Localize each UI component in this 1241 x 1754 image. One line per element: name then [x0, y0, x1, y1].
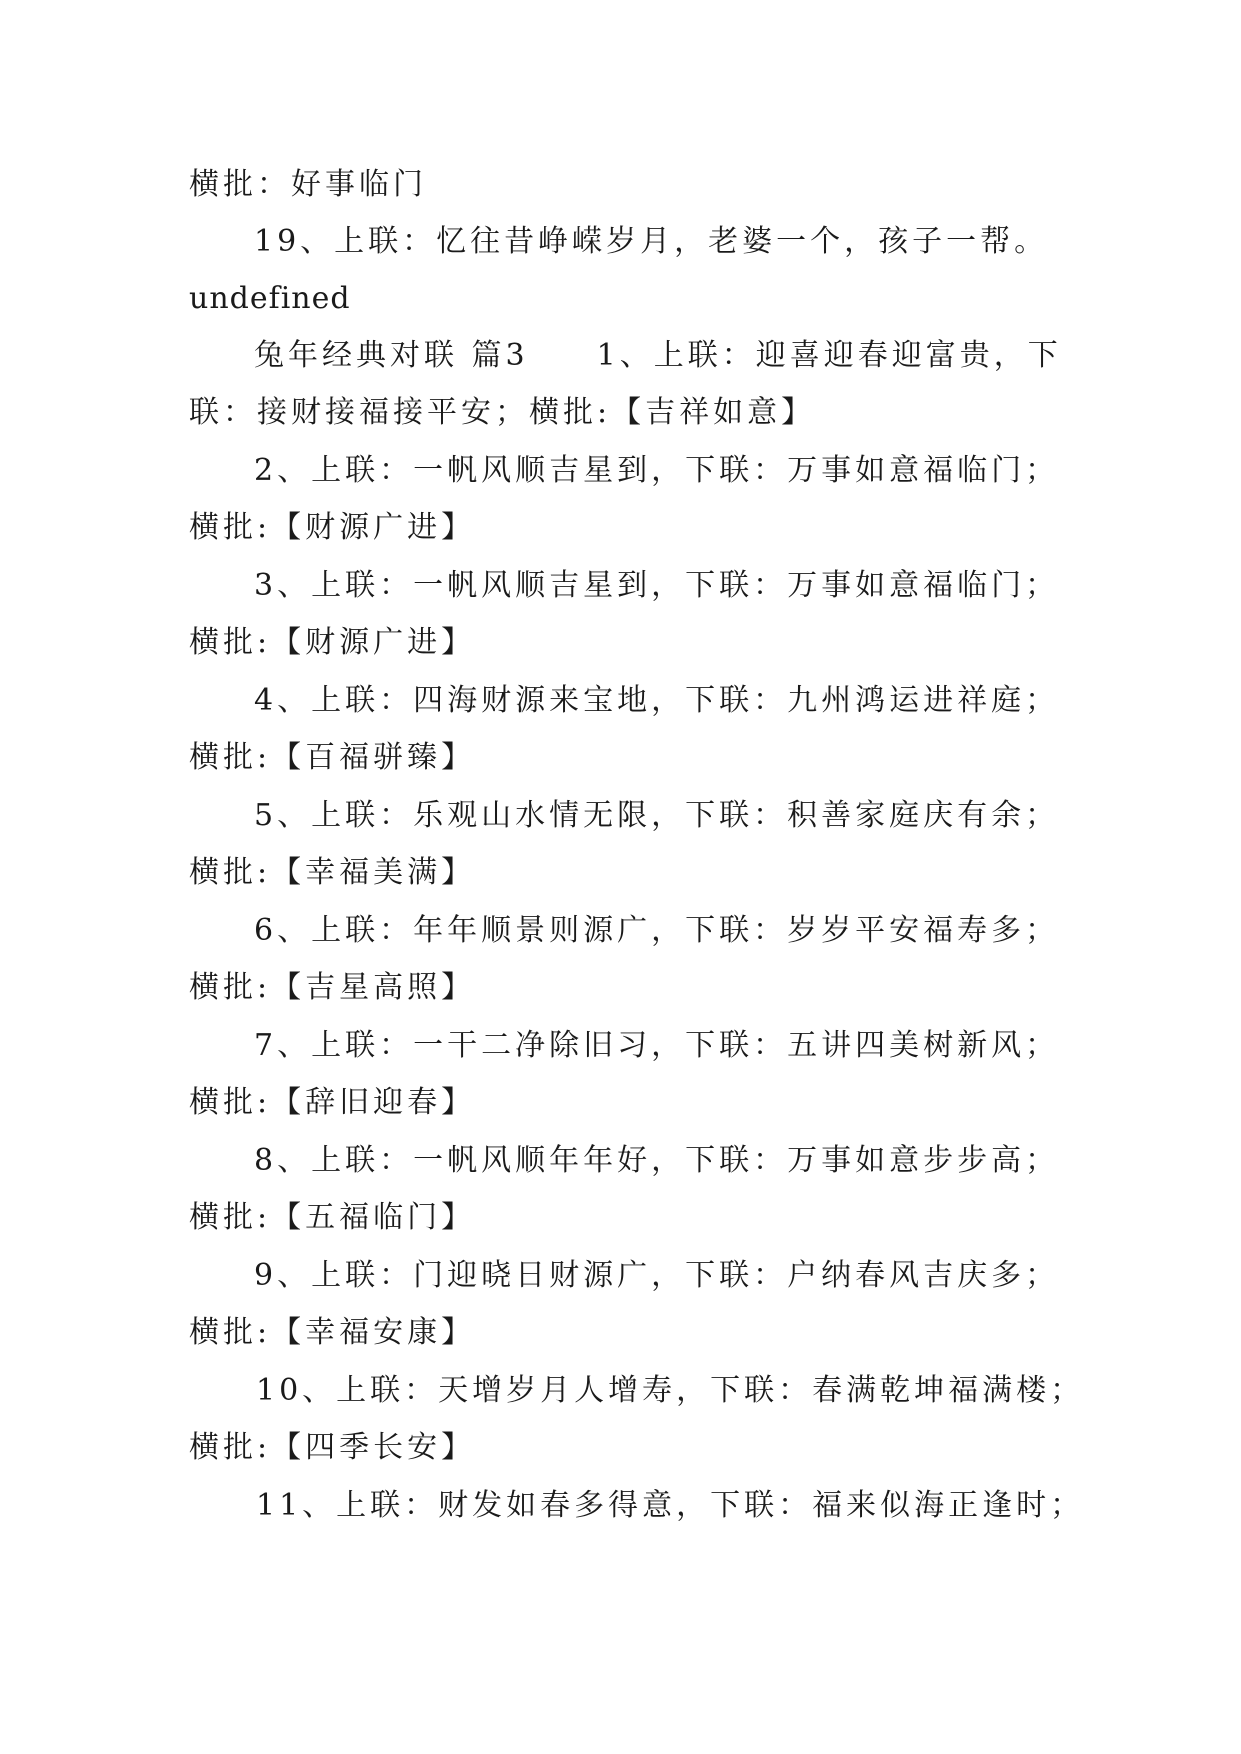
text-line-6: 2、上联：一帆风顺吉星到，下联：万事如意福临门；: [254, 453, 1060, 488]
text-line-7: 横批:【财源广进】: [189, 510, 476, 545]
text-line-13: 横批:【幸福美满】: [189, 855, 476, 890]
text-line-17: 横批:【辞旧迎春】: [189, 1085, 476, 1120]
text-line-23: 横批:【四季长安】: [189, 1430, 476, 1465]
text-line-19: 横批:【五福临门】: [189, 1200, 476, 1235]
text-line-18: 8、上联：一帆风顺年年好，下联：万事如意步步高；: [254, 1143, 1060, 1178]
text-line-3: undefined: [189, 281, 351, 316]
text-line-21: 横批:【幸福安康】: [189, 1315, 476, 1350]
text-line-2: 19、上联：忆往昔峥嵘岁月，老婆一个，孩子一帮。: [254, 224, 1049, 259]
text-line-9: 横批:【财源广进】: [189, 625, 476, 660]
text-line-1: 横批：好事临门: [189, 167, 427, 202]
text-line-24: 11、上联：财发如春多得意，下联：福来似海正逢时；: [256, 1488, 1085, 1523]
text-line-12: 5、上联：乐观山水情无限，下联：积善家庭庆有余；: [254, 798, 1060, 833]
text-line-5: 联：接财接福接平安；横批:【吉祥如意】: [189, 395, 816, 430]
text-line-20: 9、上联：门迎晓日财源广，下联：户纳春风吉庆多；: [254, 1258, 1060, 1293]
text-line-15: 横批:【吉星高照】: [189, 970, 476, 1005]
text-line-10: 4、上联：四海财源来宝地，下联：九州鸿运进祥庭；: [254, 683, 1060, 718]
text-line-22: 10、上联：天增岁月人增寿，下联：春满乾坤福满楼；: [256, 1373, 1085, 1408]
text-line-16: 7、上联：一干二净除旧习，下联：五讲四美树新风；: [254, 1028, 1060, 1063]
text-line-14: 6、上联：年年顺景则源广，下联：岁岁平安福寿多；: [254, 913, 1060, 948]
text-line-4: 兔年经典对联 篇3 1、上联：迎喜迎春迎富贵，下: [254, 338, 1062, 373]
text-line-11: 横批:【百福骈臻】: [189, 740, 476, 775]
text-line-8: 3、上联：一帆风顺吉星到，下联：万事如意福临门；: [254, 568, 1060, 603]
